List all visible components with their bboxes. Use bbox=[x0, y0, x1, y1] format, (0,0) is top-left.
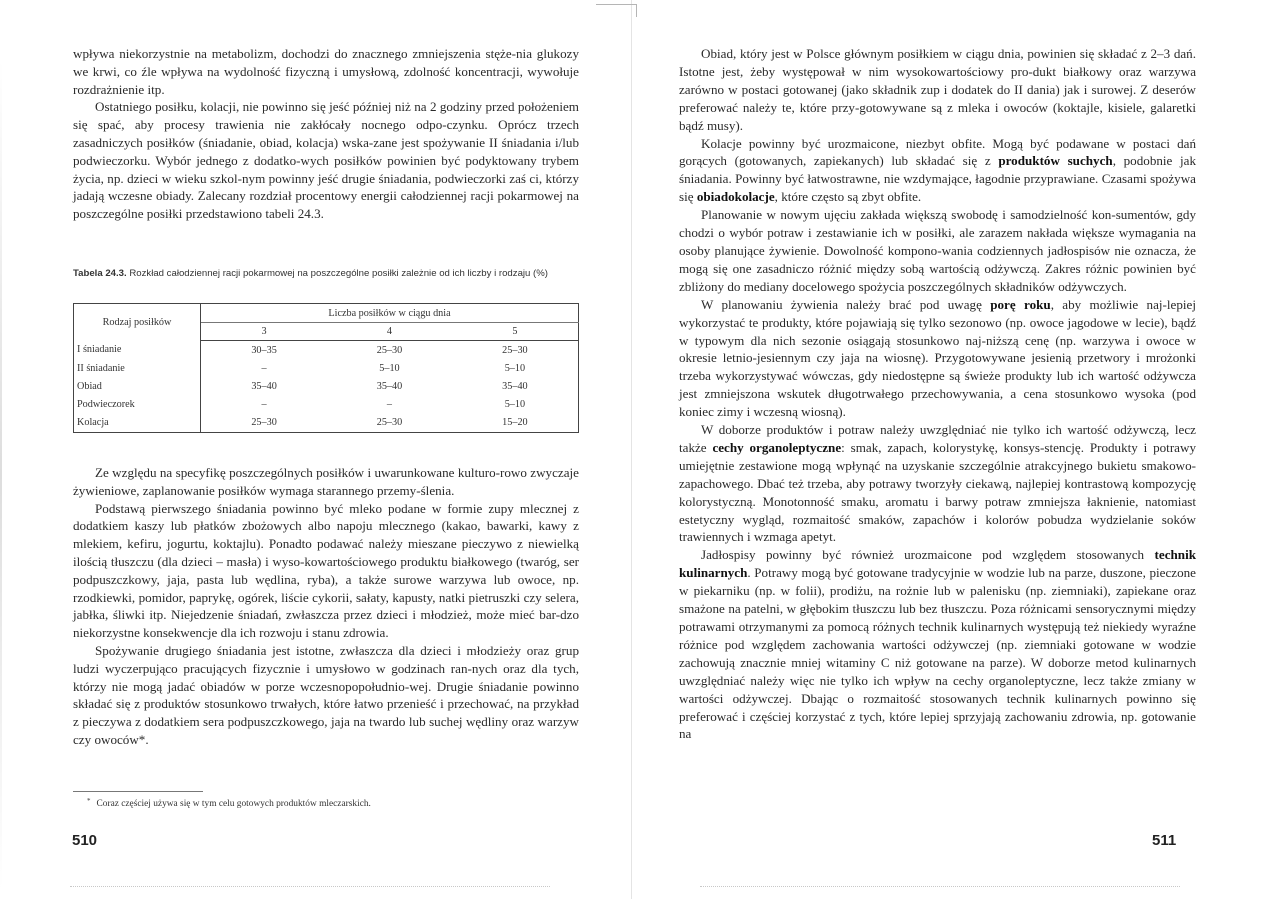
right-text bbox=[679, 45, 1196, 743]
text-run: Jadłospisy powinny być również urozmaicone pod względem stosowanych bbox=[701, 547, 1155, 563]
table-col-header: 3 bbox=[201, 323, 328, 341]
table-cell: 5–10 bbox=[504, 362, 526, 374]
table-cell: 35–40 bbox=[251, 380, 277, 392]
footnote-mark: * bbox=[87, 797, 91, 805]
bold-term: porę roku bbox=[990, 296, 1051, 312]
bold-term: cechy organoleptyczne bbox=[712, 439, 842, 455]
footnote-text: Coraz częściej używa się w tym celu gotowych produktów mleczarskich. bbox=[96, 799, 371, 809]
paragraph bbox=[679, 546, 1196, 743]
table-row bbox=[74, 377, 579, 395]
footnote-rule bbox=[73, 791, 203, 792]
paragraph: Ostatniego posiłku, kolacji, nie powinno się jeść później niż na 2 godziny przed położeniem się spać, aby procesy trawienia nie zakłócały nocnego odpo-czynku. Oprócz trzech zasadniczych posiłków (śniadanie, obiad, kolacja) wska-zane jest spożywanie II śniadania i/lub podwieczorku. Wybór jednego z dodatko-wych posiłków powinien być podyktowany trybem życia, np. dzieci w wieku szkol-nym powinny jeść drugie śniadania, podwieczorki zaś ci, którzy jadają wczesne obiady. Zalecany rozdział procentowy energii całodziennej racji pokarmowej na poszczególne posiłki przedstawiono tabeli 24.3. bbox=[73, 99, 579, 222]
table-caption bbox=[73, 268, 583, 280]
paragraph: Planowanie w nowym ujęciu zakłada większą swobodę i samodzielność kon-sumentów, gdy chodzi o wybór potraw i zestawianie ich w posiłki, ale zarazem nakłada większe wymagania na osoby planujące żywienie. Dowolność kompono-wania codziennych jadłospisów nie oznacza, że mogą się one zasadniczo różnić między sobą wartością odżywczą. Zakres różnic powinien być zbliżony do mediany docelowego spożycia poszczególnych składników odżywczych. bbox=[679, 207, 1196, 294]
text-run: . Potrawy mogą być gotowane tradycyjnie w wodzie lub na parze, duszone, pieczone w piekarniku (np. w folii), prodiżu, na rożnie lub w palenisku (np. ziemniaki), zapiekane oraz smażone na patelni, w głębokim tłuszczu lub bez tłuszczu. Poza różnicami sensorycznymi między potrawami otrzymanymi za pomocą różnych technik kulinarnych występują też niekiedy wyraźne różnice pod względem zachowania wartości odżywczej (np. ziemniaki gotowane w wodzie zachowują znacznie mniej witaminy C niż gotowane na parze). W doborze metod kulinarnych uwzględniać należy więc nie tylko ich wpływ na cechy organoleptyczne, lecz także zmiany w wartości odżywczej. Dbając o rozmaitość stosowanych technik kulinarnych powinno się preferować i częściej korzystać z tych, które lepiej sprzyjają zachowaniu zdrowia, np. gotowanie na bbox=[679, 565, 1196, 742]
table-cell-name: Obiad bbox=[74, 377, 201, 395]
text-run: , aby możliwie naj-lepiej wykorzystać te produkty, które pojawiają się tylko sezonowo (np. owoce jagodowe w lecie), bądź w typowym dla nich sezonie osiągają stosunkowo naj-niższą cenę (np. warzywa i owoce w okresie letnio-jesiennym czy jaja na wiosnę). Przygotowywane jesienią przetwory i mrożonki trzeba wykorzystywać wówczas, gdy niedostępne są świeże produkty lub ich wartość odżywcza jest zmniejszona wskutek długotrwałego przechowywania, a cena stosunkowo wysoka (pod koniec zimy i wczesną wiosną). bbox=[679, 296, 1196, 420]
paragraph: wpływa niekorzystnie na metabolizm, dochodzi do znacznego zmniejszenia stęże-nia glukozy we krwi, co źle wpływa na wydolność fizyczną i umysłową, zdolność koncentracji, wywołuje rozdrażnienie itp. bbox=[73, 46, 579, 97]
table-col-header: 4 bbox=[327, 323, 452, 341]
table-header-meal-type: Rodzaj posiłków bbox=[74, 304, 201, 341]
table-row bbox=[74, 341, 579, 360]
paragraph: Podstawą pierwszego śniadania powinno być mleko podane w formie zupy mlecznej z dodatkiem kaszy lub płatków zbożowych albo napoju mlecznego (kakao, bawarki, kawy z mlekiem, kefiru, jogurtu, koktajlu). Ponadto podawać należy mieszane pieczywo z niewielką ilością tłuszczu (dla dzieci – masła) i wyso-kowartościowego produktu białkowego (twaróg, ser podpuszczkowy, jaja, pasta lub wędlina, ryba), a także surowe warzywa lub owoce, np. rzodkiewki, pomidor, paprykę, ogórek, liście cykorii, sałaty, kapusty, natki pietruszki czy selera, jabłka, śliwki itp. Niejedzenie śniadań, zwłaszcza przez dzieci i młodzież, może mieć bar-dzo niekorzystne konsekwencje dla ich rozwoju i stanu zdrowia. bbox=[73, 500, 579, 641]
page-number-left: 510 bbox=[72, 832, 98, 849]
text-run: , które często są zbyt obfite. bbox=[774, 189, 922, 205]
table-cell: 15–20 bbox=[502, 417, 528, 429]
paragraph bbox=[679, 135, 1196, 207]
left-bottom-text bbox=[73, 464, 579, 749]
table-cell: – bbox=[261, 399, 267, 411]
bold-term: technik kulinarnych bbox=[679, 547, 1196, 581]
footnote bbox=[73, 799, 579, 809]
paragraph: Spożywanie drugiego śniadania jest istotne, zwłaszcza dla dzieci i młodzieży oraz grup ludzi wyczerpująco pracujących fizycznie i umysłowo w godzinach ran-nych oraz dla tych, którzy nie mogą jadać obiadów w porze wczesnopopołudnio-wej. Drugie śniadanie powinno składać się z produktów stosunkowo trwałych, które łatwo przenieść i przechować, na przykład z pieczywa z dodatkiem sera podpuszczkowego, jaja na twardo lub suchej wędliny oraz warzyw czy owoców*. bbox=[73, 642, 579, 747]
table-cell: 25–30 bbox=[502, 344, 528, 356]
paragraph: Ze względu na specyfikę poszczególnych posiłków i uwarunkowane kulturo-rowo zwyczaje żywieniowe, zaplanowanie posiłków wymaga starannego przemy-ślenia. bbox=[73, 465, 579, 498]
table-row bbox=[74, 396, 579, 414]
table-cell: 25–30 bbox=[376, 344, 403, 356]
table-cell: 5–10 bbox=[379, 362, 400, 374]
bold-term: produktów suchych bbox=[998, 153, 1113, 169]
table-header-group: Liczba posiłków w ciągu dnia bbox=[328, 307, 451, 319]
left-page bbox=[0, 0, 631, 899]
page-number-right: 511 bbox=[1152, 832, 1177, 849]
table-row bbox=[74, 414, 579, 433]
paragraph: Obiad, który jest w Polsce głównym posiłkiem w ciągu dnia, powinien się składać z 2–3 dań. Istotne jest, żeby występował w nim wysokowartościowy pro-dukt białkowy oraz warzywa zarówno w postaci gotowanej (jako składnik zup i dodatek do II dania) jak i surowej. Z deserów preferować należy te, które przy-gotowywane są z mleka i owoców (koktajle, kisiele, galaretki bądź musy). bbox=[679, 46, 1196, 133]
table-cell: 25–30 bbox=[251, 417, 277, 429]
table-cell-name: II śniadanie bbox=[74, 359, 201, 377]
table-cell: 25–30 bbox=[376, 417, 403, 429]
right-page bbox=[632, 0, 1263, 899]
text-run: : smak, zapach, kolorystykę, konsys-stencję. Produkty i potrawy umiejętnie zestawione mogą wpłynąć na uzyskanie szczególnie atrakcyjnego bukietu smakowo-zapachowego. Dbać też trzeba, aby potrawy tworzyły ciekawą, najlepiej kontrastową kompozycję kolorystyczną. Monotonność smaku, aromatu i barwy potraw zmniejsza łaknienie, natomiast estetyczny wygląd, rozmaitość smaków, zapachów i kolorów pobudza wydzielanie soków trawiennych i wzmaga apetyt. bbox=[679, 439, 1196, 545]
paragraph bbox=[679, 421, 1196, 546]
table-cell: 30–35 bbox=[251, 344, 277, 356]
text-run: W doborze produktów i potraw należy uwzględniać nie tylko ich wartość odżywczą, lecz także bbox=[679, 422, 1196, 455]
text-run: , podobnie jak śniadania. Powinny być łatwostrawne, nie wzdymające, łagodnie przyprawiane. Czasami spożywa się bbox=[679, 153, 1197, 205]
table-cell: – bbox=[261, 362, 267, 374]
table-cell: – bbox=[386, 399, 392, 411]
table-cell: 5–10 bbox=[504, 399, 526, 411]
paragraph bbox=[679, 296, 1196, 421]
bold-term: obiadokolacje bbox=[696, 189, 775, 205]
table-col-header: 5 bbox=[452, 323, 579, 341]
table-row bbox=[74, 359, 579, 377]
table-cell-name: Podwieczorek bbox=[74, 396, 201, 414]
table-cell: 35–40 bbox=[502, 380, 528, 392]
table-caption-text: Rozkład całodziennej racji pokarmowej na poszczególne posiłki zależnie od ich liczby i rodzaju (%) bbox=[129, 268, 548, 279]
text-run: Kolacje powinny być urozmaicone, niezbyt obfite. Mogą być podawane w postaci dań gorących (gotowanych, zapiekanych) lub składać się z bbox=[679, 135, 1196, 169]
table-caption-label: Tabela 24.3. bbox=[73, 268, 127, 279]
table-cell-name: Kolacja bbox=[74, 414, 201, 433]
table-cell: 35–40 bbox=[376, 380, 403, 392]
text-run: W planowaniu żywienia należy brać pod uwagę bbox=[701, 296, 991, 312]
table-cell-name: I śniadanie bbox=[74, 341, 201, 360]
left-top-text bbox=[73, 45, 579, 223]
meal-distribution-table bbox=[73, 303, 579, 433]
